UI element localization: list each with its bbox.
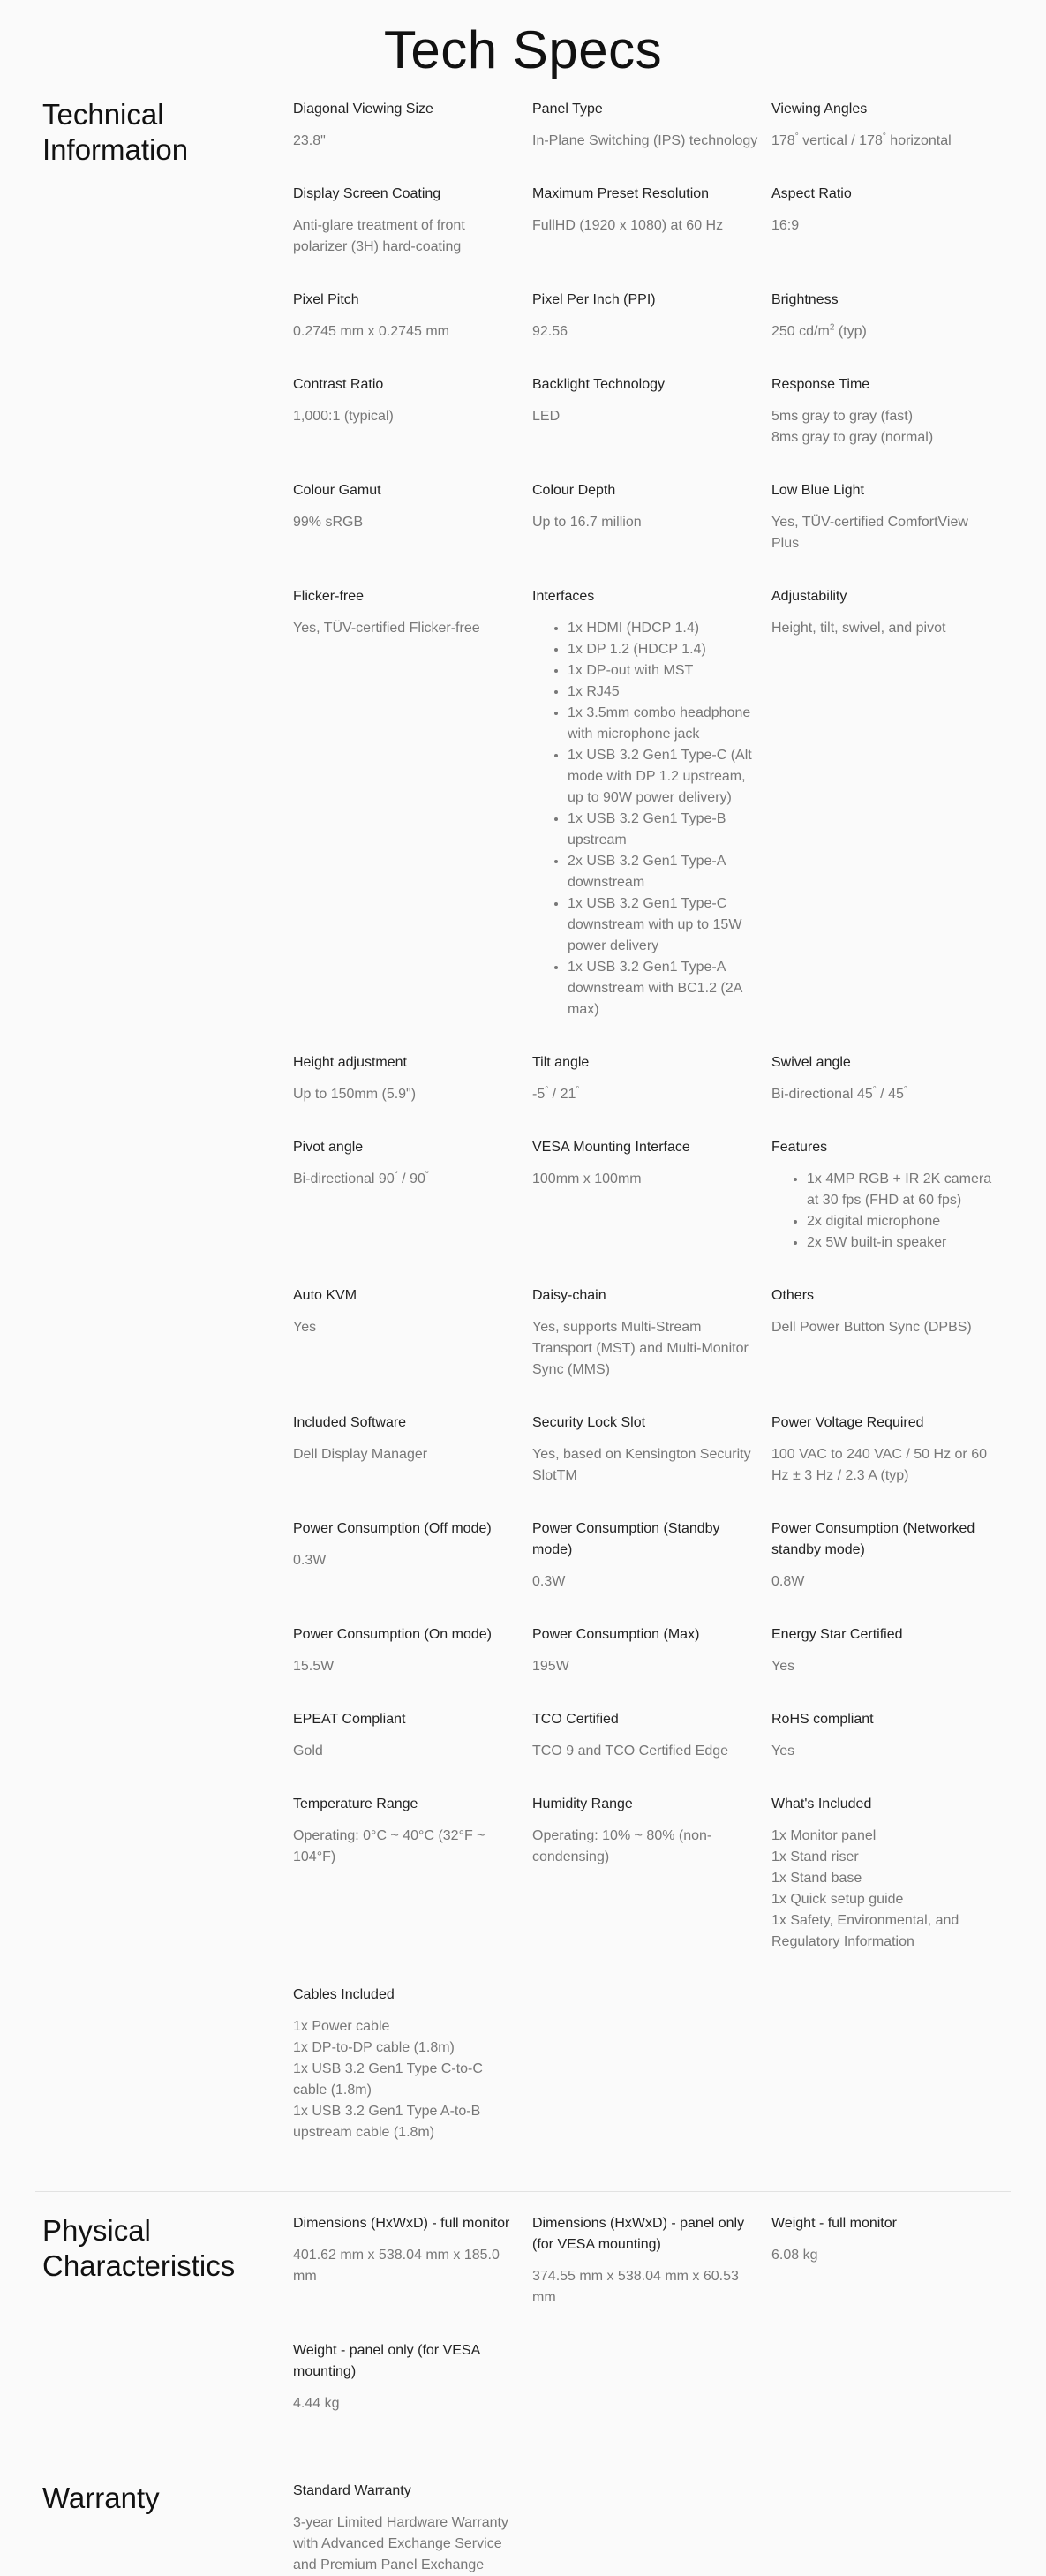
spec-value [771, 321, 998, 343]
spec-value: 6.08 kg [771, 2248, 818, 2263]
spec-value: 15.5W [293, 1659, 335, 1674]
spec-item [293, 184, 532, 258]
spec-label: Security Lock Slot [532, 1415, 646, 1430]
spec-item [293, 1412, 532, 1487]
superscript: ° [425, 1170, 429, 1180]
spec-item [293, 586, 532, 1021]
section-title: Warranty [42, 2482, 160, 2514]
spec-value: Up to 150mm (5.9") [293, 1087, 417, 1102]
spec-label: Auto KVM [293, 1288, 357, 1303]
spec-label: Backlight Technology [532, 377, 666, 392]
spec-list-item: • 2x 5W built-in speaker [807, 1232, 998, 1254]
spec-item [293, 480, 532, 554]
spec-list-item: • 1x USB 3.2 Gen1 Type-C downstream with up to 15W power delivery [568, 893, 759, 957]
superscript: ° [576, 1085, 580, 1096]
spec-value: 0.2745 mm x 0.2745 mm [293, 324, 449, 339]
spec-value: Dell Display Manager [293, 1447, 428, 1462]
spec-list-item: • 1x DP 1.2 (HDCP 1.4) [568, 639, 759, 660]
spec-list-item: • 2x digital microphone [807, 1211, 998, 1232]
spec-value: Yes [293, 1320, 317, 1335]
spec-item [771, 1137, 1011, 1254]
spec-label: Contrast Ratio [293, 377, 384, 392]
spec-item [532, 1137, 771, 1254]
spec-value: 5ms gray to gray (fast) 8ms gray to gray (normal) [771, 409, 934, 445]
spec-label: Diagonal Viewing Size [293, 102, 433, 117]
spec-label: RoHS compliant [771, 1712, 874, 1727]
spec-label: Included Software [293, 1415, 407, 1430]
spec-list-item: • 1x USB 3.2 Gen1 Type-C (Alt mode with DP 1.2 upstream, up to 90W power delivery) [568, 745, 759, 809]
section-title: Technical Information [42, 98, 189, 166]
spec-value: Yes [771, 1744, 795, 1759]
spec-label: Daisy-chain [532, 1288, 606, 1303]
section-divider [35, 2191, 1011, 2192]
spec-item [532, 480, 771, 554]
spec-value: 100 VAC to 240 VAC / 50 Hz or 60 Hz ± 3 Hz / 2.3 A (typ) [771, 1447, 987, 1483]
section-title: Physical Characteristics [42, 2214, 236, 2282]
spec-value: Yes, supports Multi-Stream Transport (MST) and Multi-Monitor Sync (MMS) [532, 1320, 749, 1377]
spec-value: Yes [771, 1659, 795, 1674]
value-part: vertical / 178 [798, 133, 883, 148]
superscript: ° [545, 1085, 549, 1096]
spec-item [293, 1709, 532, 1762]
spec-value: 195W [532, 1659, 569, 1674]
spec-item [771, 1285, 1011, 1381]
spec-label: Pivot angle [293, 1140, 364, 1155]
spec-value: 1x Power cable 1x DP-to-DP cable (1.8m) 1x USB 3.2 Gen1 Type C-to-C cable (1.8m) 1x USB 3.2 Gen1 Type A-to-B upstream cable (1.8m) [293, 2019, 483, 2140]
value-part: Bi-directional 90 [293, 1171, 395, 1186]
spec-list-item: • 1x 3.5mm combo headphone with microphone jack [568, 703, 759, 745]
spec-item [532, 2213, 771, 2309]
spec-value: 374.55 mm x 538.04 mm x 60.53 mm [532, 2269, 739, 2305]
spec-value: 0.3W [532, 1574, 566, 1589]
spec-value: 401.62 mm x 538.04 mm x 185.0 mm [293, 2248, 500, 2284]
spec-value: 1,000:1 (typical) [293, 409, 394, 424]
spec-label: Power Consumption (Max) [532, 1627, 700, 1642]
spec-item [771, 1518, 1011, 1593]
superscript: 2 [829, 322, 835, 333]
spec-label: Power Consumption (Networked standby mode) [771, 1521, 975, 1557]
spec-item [771, 586, 1011, 1021]
spec-value: 23.8" [293, 133, 326, 148]
spec-value: Operating: 0°C ~ 40°C (32°F ~ 104°F) [293, 1828, 485, 1864]
spec-label: Flicker-free [293, 589, 365, 604]
spec-value: LED [532, 409, 561, 424]
warranty-section [0, 2481, 1046, 2576]
spec-item [293, 374, 532, 448]
superscript: ° [872, 1085, 877, 1096]
spec-label: Pixel Pitch [293, 292, 359, 307]
spec-value: FullHD (1920 x 1080) at 60 Hz [532, 218, 724, 233]
value-part: -5 [532, 1087, 546, 1102]
spec-label: Response Time [771, 377, 870, 392]
spec-list-item: • 1x HDMI (HDCP 1.4) [568, 618, 759, 639]
spec-label: Maximum Preset Resolution [532, 186, 710, 201]
spec-value: 4.44 kg [293, 2396, 340, 2411]
spec-value: Dell Power Button Sync (DPBS) [771, 1320, 972, 1335]
spec-item [532, 1794, 771, 1953]
spec-value: Yes, based on Kensington Security SlotTM [532, 1447, 751, 1483]
spec-item [293, 290, 532, 343]
spec-label: Weight - panel only (for VESA mounting) [293, 2343, 480, 2379]
value-part: 250 cd/m [771, 324, 830, 339]
spec-item [532, 1624, 771, 1677]
spec-item [771, 99, 1011, 152]
value-part: / 21 [548, 1087, 576, 1102]
spec-grid [293, 2213, 1011, 2446]
spec-value: Up to 16.7 million [532, 515, 642, 530]
spec-value: 0.3W [293, 1553, 327, 1568]
value-part: / 90 [397, 1171, 425, 1186]
spec-item [293, 1052, 532, 1105]
spec-list-item: • 1x DP-out with MST [568, 660, 759, 682]
spec-label: Dimensions (HxWxD) - panel only (for VESA mounting) [532, 2216, 745, 2252]
spec-value: Operating: 10% ~ 80% (non-condensing) [532, 1828, 712, 1864]
spec-label: Cables Included [293, 1987, 395, 2002]
spec-item [293, 1137, 532, 1254]
spec-label: Low Blue Light [771, 483, 864, 498]
spec-item [293, 1624, 532, 1677]
spec-label: Power Voltage Required [771, 1415, 924, 1430]
spec-item [771, 2213, 1011, 2309]
value-part: horizontal [885, 133, 952, 148]
spec-value: Anti-glare treatment of front polarizer (3H) hard-coating [293, 218, 465, 254]
spec-value: 1x Monitor panel 1x Stand riser 1x Stand base 1x Quick setup guide 1x Safety, Environmental, and Regulatory Information [771, 1828, 959, 1949]
spec-item [293, 1985, 532, 2143]
spec-label: Swivel angle [771, 1055, 851, 1070]
spec-grid [293, 2481, 1011, 2576]
spec-label: Others [771, 1288, 815, 1303]
spec-label: Display Screen Coating [293, 186, 441, 201]
spec-label: EPEAT Compliant [293, 1712, 406, 1727]
spec-item [293, 1518, 532, 1593]
spec-label: Height adjustment [293, 1055, 407, 1070]
spec-item [532, 290, 771, 343]
spec-value: Yes, TÜV-certified Flicker-free [293, 621, 480, 636]
spec-list [532, 618, 759, 1021]
spec-label: Dimensions (HxWxD) - full monitor [293, 2216, 510, 2231]
spec-item [532, 586, 771, 1021]
spec-value: TCO 9 and TCO Certified Edge [532, 1744, 729, 1759]
spec-label: Weight - full monitor [771, 2216, 897, 2231]
value-part: Bi-directional 45 [771, 1087, 873, 1102]
spec-value [532, 1084, 759, 1105]
spec-list-item: • 1x RJ45 [568, 682, 759, 703]
spec-item [771, 290, 1011, 343]
spec-label: VESA Mounting Interface [532, 1140, 690, 1155]
spec-label: Interfaces [532, 589, 595, 604]
spec-value [771, 131, 998, 152]
spec-item [771, 184, 1011, 258]
spec-label: Features [771, 1140, 828, 1155]
spec-item [771, 1794, 1011, 1953]
spec-value: Gold [293, 1744, 323, 1759]
spec-label: Brightness [771, 292, 839, 307]
superscript: ° [882, 132, 886, 142]
spec-item [532, 1285, 771, 1381]
spec-label: Power Consumption (Off mode) [293, 1521, 492, 1536]
spec-item [771, 480, 1011, 554]
spec-item [293, 2481, 532, 2576]
spec-label: Adjustability [771, 589, 847, 604]
spec-item [532, 374, 771, 448]
spec-list [771, 1169, 998, 1254]
spec-label: Aspect Ratio [771, 186, 852, 201]
spec-value: 99% sRGB [293, 515, 364, 530]
spec-label: Humidity Range [532, 1796, 633, 1811]
spec-value: 100mm x 100mm [532, 1171, 642, 1186]
spec-item [293, 1285, 532, 1381]
spec-value [771, 1084, 998, 1105]
spec-item [771, 1052, 1011, 1105]
spec-value: Yes, TÜV-certified ComfortView Plus [771, 515, 968, 551]
spec-grid [293, 99, 1011, 2175]
spec-item [293, 2213, 532, 2309]
spec-item [771, 1624, 1011, 1677]
spec-label: Tilt angle [532, 1055, 590, 1070]
spec-list-item: • 2x USB 3.2 Gen1 Type-A downstream [568, 851, 759, 893]
spec-item [771, 1709, 1011, 1762]
technical-information-section [0, 99, 1046, 2175]
spec-label: TCO Certified [532, 1712, 619, 1727]
spec-item [532, 1709, 771, 1762]
physical-characteristics-section [0, 2213, 1046, 2446]
spec-label: Pixel Per Inch (PPI) [532, 292, 656, 307]
spec-value: In-Plane Switching (IPS) technology [532, 133, 758, 148]
spec-value [532, 618, 759, 1021]
spec-list-item: • 1x 4MP RGB + IR 2K camera at 30 fps (FHD at 60 fps) [807, 1169, 998, 1211]
superscript: ° [394, 1170, 398, 1180]
superscript: ° [794, 132, 799, 142]
spec-item [532, 99, 771, 152]
spec-item [293, 1794, 532, 1953]
spec-item [771, 374, 1011, 448]
spec-label: Colour Gamut [293, 483, 381, 498]
spec-label: What's Included [771, 1796, 872, 1811]
spec-value: 0.8W [771, 1574, 805, 1589]
spec-label: Power Consumption (Standby mode) [532, 1521, 720, 1557]
spec-item [532, 184, 771, 258]
value-part: (typ) [834, 324, 867, 339]
spec-label: Standard Warranty [293, 2483, 411, 2498]
value-part: / 45 [876, 1087, 904, 1102]
spec-label: Panel Type [532, 102, 603, 117]
spec-item [532, 1412, 771, 1487]
spec-list-item: • 1x USB 3.2 Gen1 Type-A downstream with BC1.2 (2A max) [568, 957, 759, 1021]
superscript: ° [903, 1085, 907, 1096]
value-part: 178 [771, 133, 795, 148]
page-title: Tech Specs [383, 20, 663, 79]
spec-value: Height, tilt, swivel, and pivot [771, 621, 946, 636]
spec-list-item: • 1x USB 3.2 Gen1 Type-B upstream [568, 809, 759, 851]
spec-label: Colour Depth [532, 483, 616, 498]
spec-value: 3-year Limited Hardware Warranty with Advanced Exchange Service and Premium Panel Exchange [293, 2515, 508, 2572]
spec-value: 92.56 [532, 324, 568, 339]
spec-value [293, 1169, 520, 1190]
spec-item [532, 1052, 771, 1105]
spec-value: 16:9 [771, 218, 800, 233]
spec-value [771, 1169, 998, 1254]
spec-label: Viewing Angles [771, 102, 868, 117]
spec-item [293, 2340, 532, 2414]
spec-label: Energy Star Certified [771, 1627, 903, 1642]
spec-item [532, 1518, 771, 1593]
spec-label: Temperature Range [293, 1796, 418, 1811]
spec-item [293, 99, 532, 152]
spec-label: Power Consumption (On mode) [293, 1627, 492, 1642]
spec-item [771, 1412, 1011, 1487]
